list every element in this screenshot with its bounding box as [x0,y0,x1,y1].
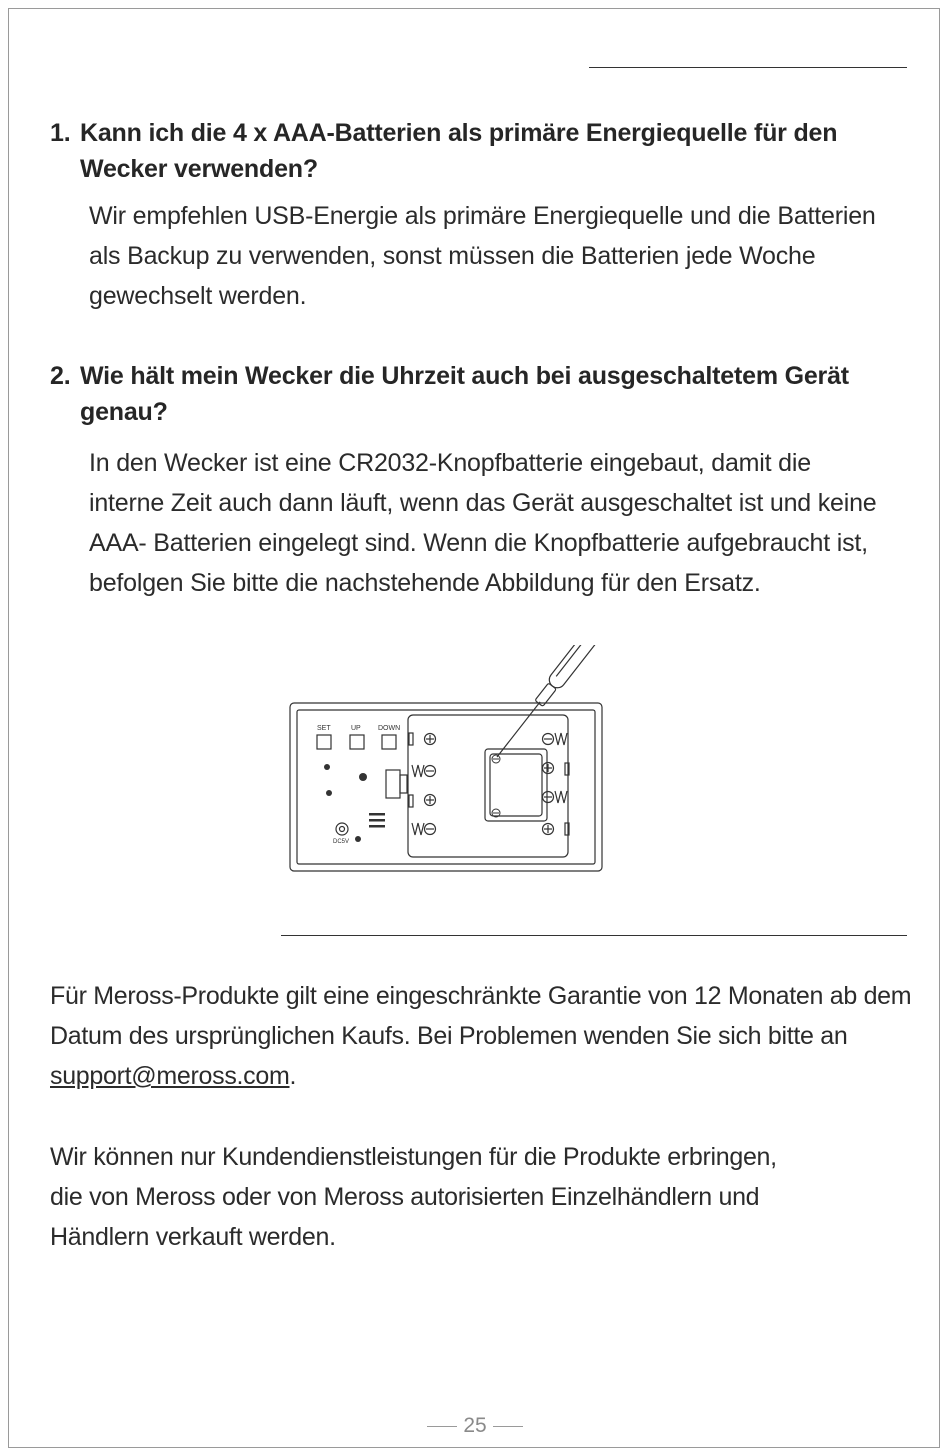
faq-answer-2: In den Wecker ist eine CR2032-Knopfbatterie eingebaut, damit die interne Zeit auch dann läuft, wenn das Gerät ausgeschaltet ist und keine AAA- Batterien eingelegt sind. Wenn die Knopfbatterie aufgebraucht ist, befolgen Sie bitte die nachstehende Abbildung für den Ersatz. [89,449,877,597]
faq-question-2 [50,358,910,430]
page-number [0,1414,950,1438]
faq-answer-1: Wir empfehlen USB-Energie als primäre Energiequelle und die Batterien als Backup zu verwenden, sonst müssen die Batterien jede Woche gewechselt werden. [89,202,876,310]
faq-question-1-text: Kann ich die 4 x AAA-Batterien als primäre Energiequelle für den Wecker verwenden? [80,119,838,183]
coin-battery-replacement-illustration [285,645,610,877]
faq-question-2-number: 2. [50,362,71,390]
top-rule [589,67,907,68]
down-label: DOWN [378,725,401,732]
faq-question-1-number: 1. [50,119,71,147]
set-label: SET [317,725,331,732]
page-number-dash-left [427,1426,457,1427]
page-number-text: 25 [463,1414,487,1437]
dc-label: DC5V [333,839,350,845]
middle-rule [281,935,907,936]
support-email-link[interactable]: support@meross.com [50,1062,290,1090]
faq-question-2-text: Wie hält mein Wecker die Uhrzeit auch bei ausgeschaltetem Gerät genau? [80,362,849,426]
up-label: UP [351,725,361,732]
page-number-dash-right [493,1426,523,1427]
warranty-text-end: . [289,1062,297,1090]
service-note-paragraph: Wir können nur Kundendienstleistungen für die Produkte erbringen, die von Meross oder von Meross autorisierten Einzelhändlern und Händlern verkauft werden. [50,1143,777,1251]
faq-question-1 [50,115,910,187]
warranty-paragraph [50,976,920,1096]
warranty-text: Für Meross-Produkte gilt eine eingeschränkte Garantie von 12 Monaten ab dem Datum des ursprünglichen Kaufs. Bei Problemen wenden Sie sich bitte an [50,982,912,1050]
